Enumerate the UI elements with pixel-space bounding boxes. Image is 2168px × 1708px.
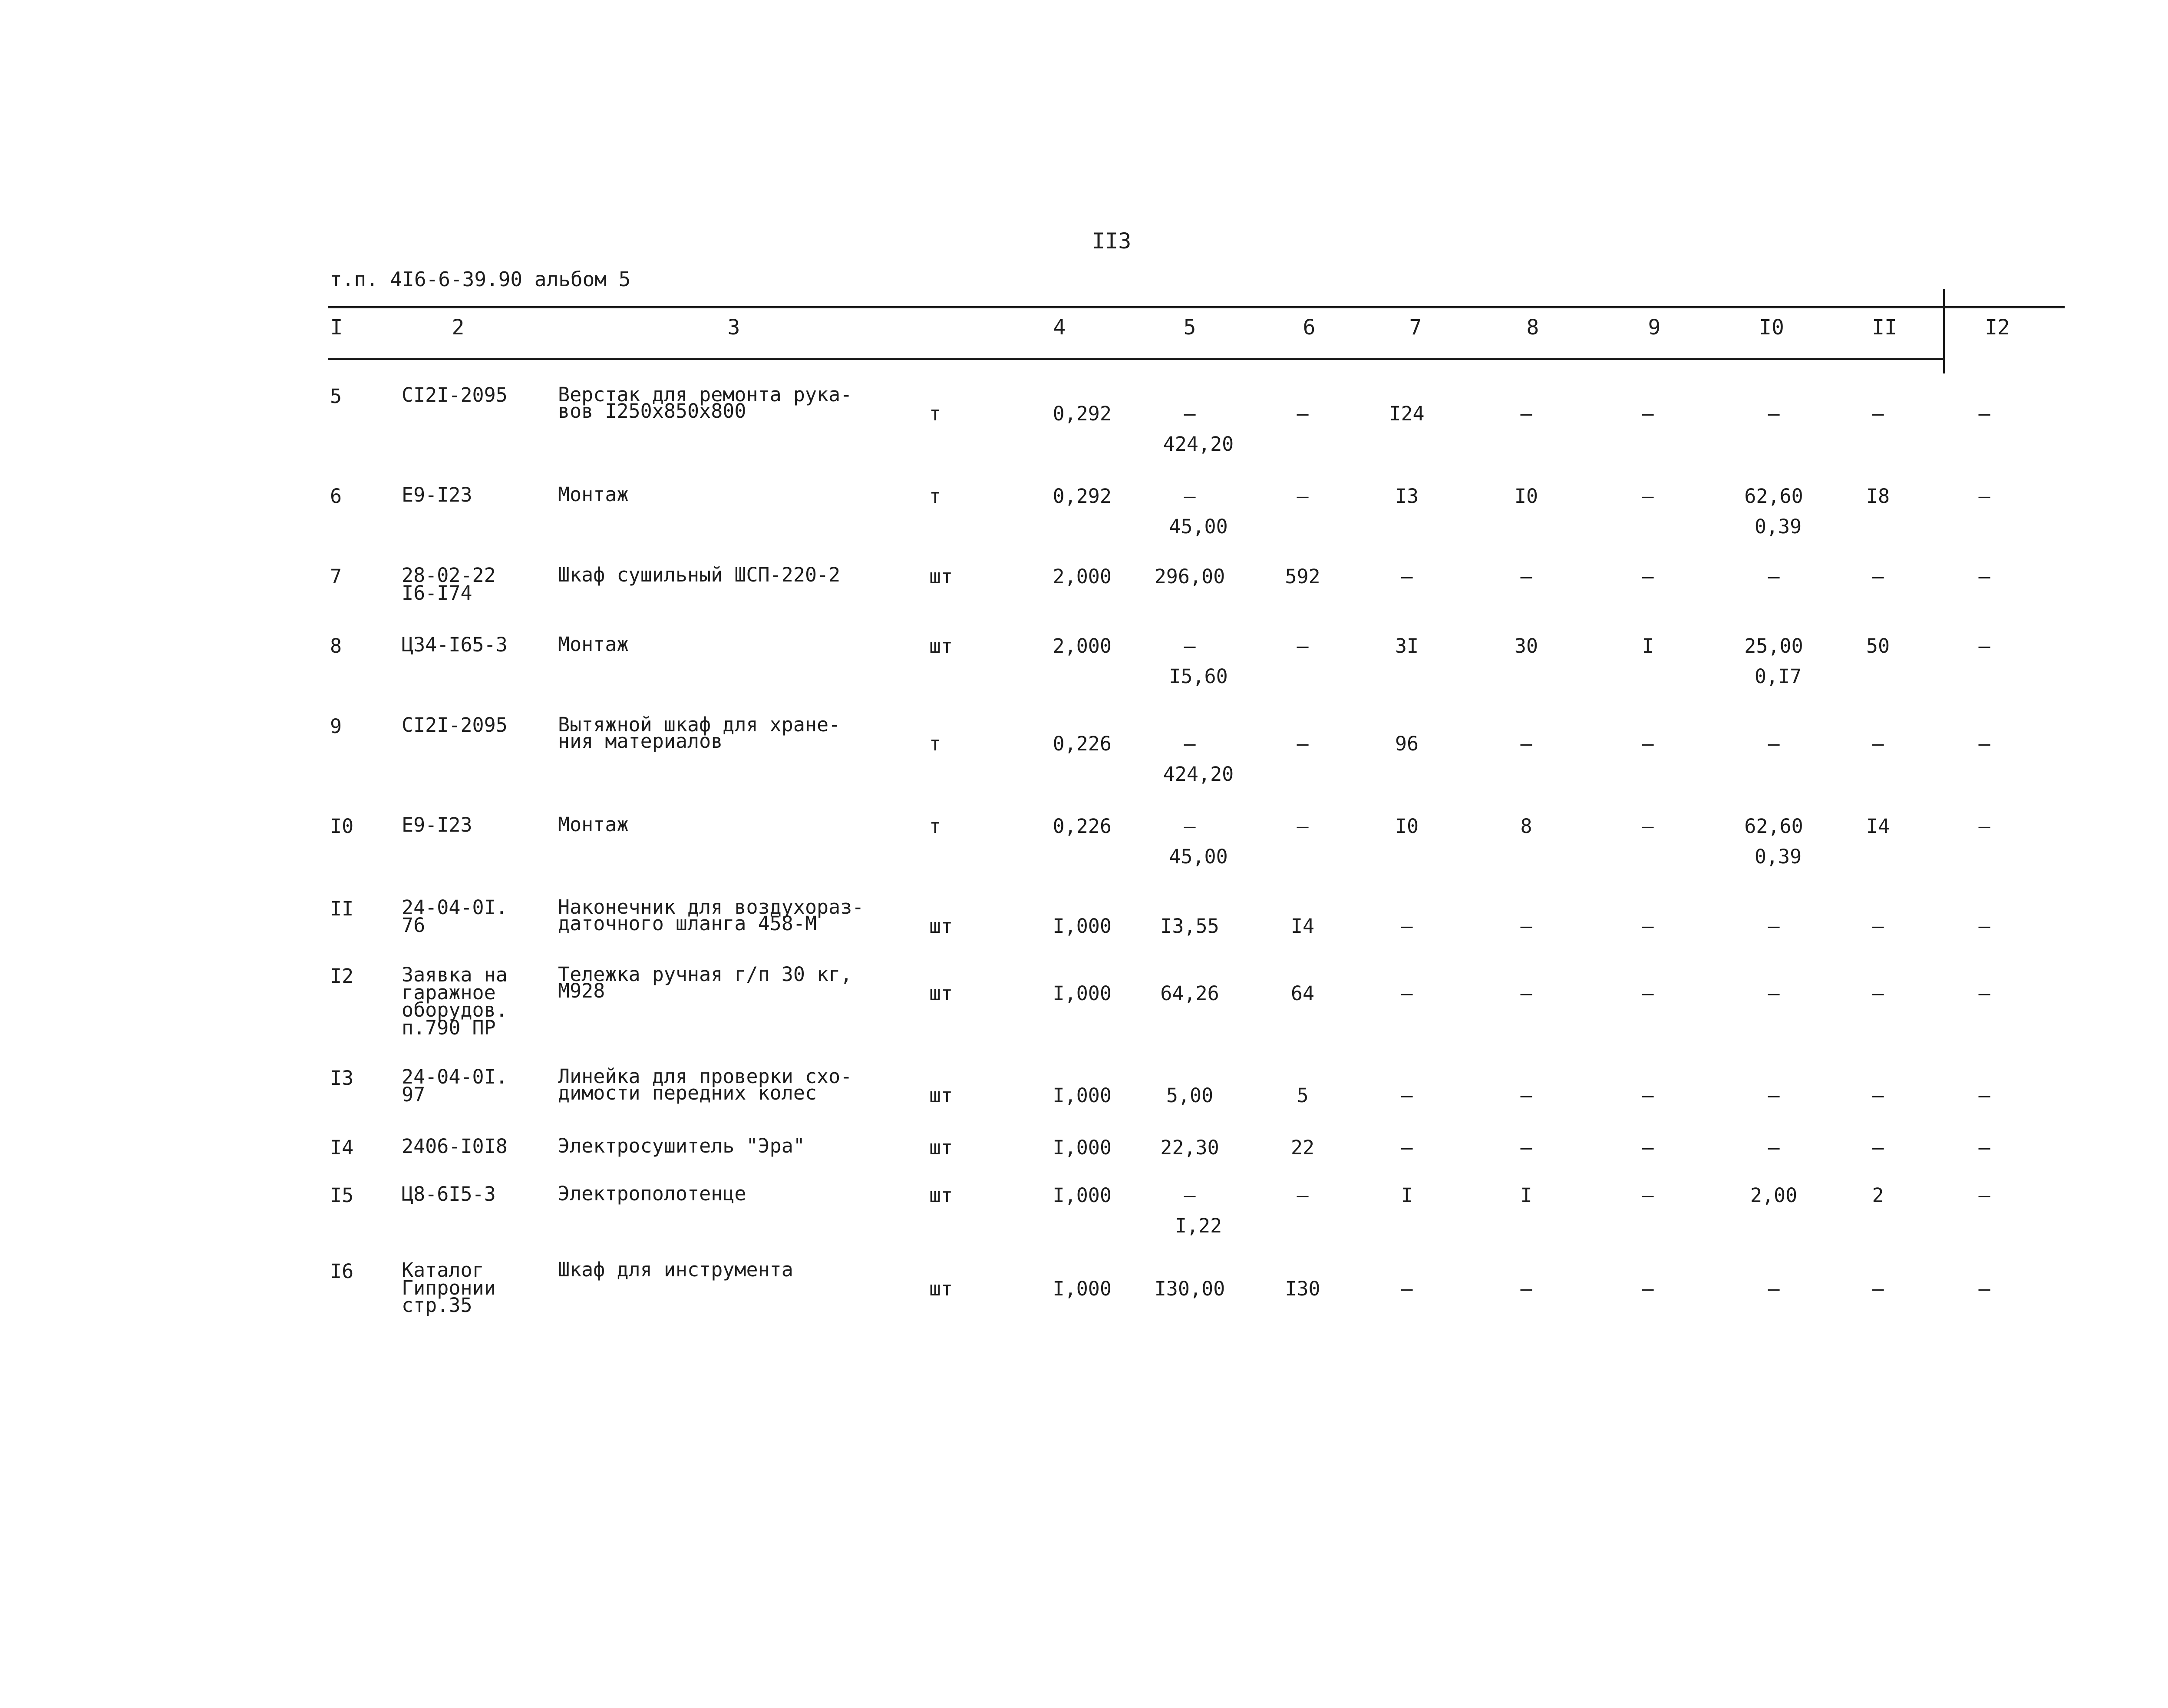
column-7-value: I24 bbox=[1389, 402, 1425, 425]
column-7-value: I3 bbox=[1395, 485, 1419, 508]
column-10-value: – bbox=[1768, 982, 1780, 1005]
norm-code: Е9-I23 bbox=[402, 813, 472, 836]
unit-price-detail: I,22 bbox=[1175, 1214, 1222, 1237]
quantity: 0,226 bbox=[1053, 815, 1112, 838]
unit: шт bbox=[929, 982, 953, 1005]
row-number: I3 bbox=[330, 1067, 354, 1090]
item-name: Шкаф сушильный ШСП-220-2 bbox=[558, 563, 841, 586]
unit: шт bbox=[929, 565, 953, 588]
column-11-value: I8 bbox=[1866, 485, 1890, 508]
unit-price-detail: 45,00 bbox=[1169, 515, 1228, 538]
norm-code: 28-02-22 I6-I74 bbox=[402, 564, 496, 605]
document-reference: т.п. 4I6-6-39.90 альбом 5 bbox=[330, 268, 631, 291]
unit-price: 5,00 bbox=[1166, 1084, 1214, 1107]
column-12-value: – bbox=[1978, 1277, 1990, 1300]
column-header: 4 bbox=[1053, 315, 1066, 340]
norm-code: Каталог Гипронии стр.35 bbox=[402, 1259, 496, 1317]
column-8-value: – bbox=[1520, 732, 1532, 755]
column-10-value: – bbox=[1768, 402, 1780, 425]
total-cost: – bbox=[1297, 634, 1309, 657]
column-11-value: I4 bbox=[1866, 815, 1890, 838]
unit-price: – bbox=[1184, 485, 1196, 508]
column-11-value: – bbox=[1872, 982, 1884, 1005]
unit: шт bbox=[929, 634, 953, 657]
item-name: Тележка ручная г/п 30 кг, М928 bbox=[558, 963, 852, 1003]
unit-price: – bbox=[1184, 732, 1196, 755]
total-cost: 592 bbox=[1285, 565, 1320, 588]
unit-price: 22,30 bbox=[1160, 1136, 1219, 1159]
quantity: I,000 bbox=[1053, 1184, 1112, 1207]
column-header: 7 bbox=[1409, 315, 1422, 340]
column-10-detail: 0,I7 bbox=[1754, 665, 1802, 688]
total-cost: – bbox=[1297, 815, 1309, 838]
column-8-value: – bbox=[1520, 915, 1532, 938]
item-name: Электрополотенце bbox=[558, 1182, 746, 1205]
column-8-value: – bbox=[1520, 1277, 1532, 1300]
column-7-value: – bbox=[1401, 1277, 1413, 1300]
item-name: Верстак для ремонта рука- вов I250x850x800 bbox=[558, 383, 852, 423]
item-name: Монтаж bbox=[558, 813, 629, 836]
quantity: 2,000 bbox=[1053, 634, 1112, 657]
norm-code: Ц8-6I5-3 bbox=[402, 1183, 496, 1206]
column-divider bbox=[1943, 289, 1945, 373]
total-cost: – bbox=[1297, 402, 1309, 425]
column-header: I bbox=[330, 315, 343, 340]
column-header: I2 bbox=[1985, 315, 2010, 340]
unit: т bbox=[929, 485, 941, 508]
column-8-value: 8 bbox=[1520, 815, 1532, 838]
row-number: I5 bbox=[330, 1184, 354, 1207]
norm-code: Заявка на гаражное оборудов. п.790 ПР bbox=[402, 963, 508, 1039]
column-12-value: – bbox=[1978, 732, 1990, 755]
column-12-value: – bbox=[1978, 1184, 1990, 1207]
table-top-rule bbox=[328, 306, 2065, 308]
item-name: Вытяжной шкаф для хране- ния материалов bbox=[558, 713, 841, 753]
row-number: I4 bbox=[330, 1136, 354, 1159]
column-11-value: – bbox=[1872, 565, 1884, 588]
column-header: 3 bbox=[727, 315, 740, 340]
column-8-value: – bbox=[1520, 982, 1532, 1005]
column-9-value: – bbox=[1642, 732, 1654, 755]
column-8-value: – bbox=[1520, 402, 1532, 425]
column-10-value: 62,60 bbox=[1744, 485, 1803, 508]
unit: т bbox=[929, 402, 941, 425]
quantity: 0,226 bbox=[1053, 732, 1112, 755]
column-10-value: – bbox=[1768, 565, 1780, 588]
column-8-value: – bbox=[1520, 565, 1532, 588]
column-11-value: – bbox=[1872, 1277, 1884, 1300]
column-11-value: – bbox=[1872, 915, 1884, 938]
column-8-value: I bbox=[1520, 1184, 1532, 1207]
total-cost: – bbox=[1297, 732, 1309, 755]
item-name: Монтаж bbox=[558, 633, 629, 656]
column-7-value: – bbox=[1401, 1084, 1413, 1107]
row-number: II bbox=[330, 897, 354, 920]
unit-price: 64,26 bbox=[1160, 982, 1219, 1005]
column-header: 6 bbox=[1303, 315, 1316, 340]
column-header: 5 bbox=[1183, 315, 1196, 340]
column-9-value: – bbox=[1642, 485, 1654, 508]
column-10-value: 2,00 bbox=[1750, 1184, 1798, 1207]
column-7-value: 3I bbox=[1395, 634, 1419, 657]
row-number: 7 bbox=[330, 565, 342, 588]
column-11-value: 50 bbox=[1866, 634, 1890, 657]
column-7-value: – bbox=[1401, 565, 1413, 588]
row-number: I0 bbox=[330, 815, 354, 838]
column-10-value: – bbox=[1768, 1084, 1780, 1107]
row-number: 6 bbox=[330, 485, 342, 508]
column-11-value: – bbox=[1872, 732, 1884, 755]
column-9-value: – bbox=[1642, 1136, 1654, 1159]
total-cost: – bbox=[1297, 1184, 1309, 1207]
total-cost: I4 bbox=[1290, 915, 1315, 938]
norm-code: Е9-I23 bbox=[402, 483, 472, 506]
total-cost: – bbox=[1297, 485, 1309, 508]
column-11-value: 2 bbox=[1872, 1184, 1884, 1207]
quantity: I,000 bbox=[1053, 982, 1112, 1005]
column-8-value: 30 bbox=[1514, 634, 1538, 657]
column-10-value: – bbox=[1768, 915, 1780, 938]
unit: т bbox=[929, 815, 941, 838]
column-12-value: – bbox=[1978, 1136, 1990, 1159]
item-name: Электросушитель "Эра" bbox=[558, 1134, 805, 1157]
norm-code: Ц34-I65-3 bbox=[402, 633, 508, 656]
column-8-value: I0 bbox=[1514, 485, 1538, 508]
column-9-value: – bbox=[1642, 1277, 1654, 1300]
unit-price-detail: 424,20 bbox=[1163, 433, 1234, 456]
unit-price: – bbox=[1184, 1184, 1196, 1207]
page-number: II3 bbox=[1092, 228, 1132, 254]
quantity: 0,292 bbox=[1053, 485, 1112, 508]
column-9-value: I bbox=[1642, 634, 1654, 657]
column-header: I0 bbox=[1759, 315, 1784, 340]
unit-price: – bbox=[1184, 815, 1196, 838]
column-10-detail: 0,39 bbox=[1754, 845, 1802, 868]
column-8-value: – bbox=[1520, 1136, 1532, 1159]
quantity: I,000 bbox=[1053, 915, 1112, 938]
column-7-value: – bbox=[1401, 915, 1413, 938]
norm-code: 24-04-0I. 97 bbox=[402, 1065, 508, 1106]
row-number: I6 bbox=[330, 1260, 354, 1283]
column-9-value: – bbox=[1642, 1184, 1654, 1207]
unit-price: – bbox=[1184, 402, 1196, 425]
column-10-detail: 0,39 bbox=[1754, 515, 1802, 538]
column-7-value: I0 bbox=[1395, 815, 1419, 838]
column-12-value: – bbox=[1978, 815, 1990, 838]
column-9-value: – bbox=[1642, 402, 1654, 425]
norm-code: CI2I-2095 bbox=[402, 714, 508, 737]
unit-price-detail: 45,00 bbox=[1169, 845, 1228, 868]
quantity: I,000 bbox=[1053, 1084, 1112, 1107]
column-7-value: – bbox=[1401, 982, 1413, 1005]
unit: шт bbox=[929, 1084, 953, 1107]
column-8-value: – bbox=[1520, 1084, 1532, 1107]
row-number: 5 bbox=[330, 385, 342, 408]
item-name: Монтаж bbox=[558, 483, 629, 506]
row-number: I2 bbox=[330, 965, 354, 988]
total-cost: 22 bbox=[1290, 1136, 1315, 1159]
column-10-value: 62,60 bbox=[1744, 815, 1803, 838]
column-7-value: I bbox=[1401, 1184, 1413, 1207]
column-12-value: – bbox=[1978, 982, 1990, 1005]
column-header: 9 bbox=[1648, 315, 1661, 340]
unit-price: I30,00 bbox=[1154, 1277, 1225, 1300]
column-header: II bbox=[1872, 315, 1897, 340]
column-10-value: – bbox=[1768, 732, 1780, 755]
norm-code: CI2I-2095 bbox=[402, 383, 508, 406]
row-number: 9 bbox=[330, 715, 342, 738]
total-cost: I30 bbox=[1285, 1277, 1320, 1300]
item-name: Шкаф для инструмента bbox=[558, 1258, 793, 1281]
table-header-rule bbox=[328, 358, 1943, 360]
unit: т bbox=[929, 732, 941, 755]
item-name: Линейка для проверки схо- димости передних колес bbox=[558, 1065, 852, 1105]
column-10-value: – bbox=[1768, 1277, 1780, 1300]
unit: шт bbox=[929, 1277, 953, 1300]
column-10-value: – bbox=[1768, 1136, 1780, 1159]
column-12-value: – bbox=[1978, 634, 1990, 657]
column-12-value: – bbox=[1978, 402, 1990, 425]
norm-code: 24-04-0I. 76 bbox=[402, 896, 508, 937]
unit-price-detail: I5,60 bbox=[1169, 665, 1228, 688]
total-cost: 64 bbox=[1290, 982, 1315, 1005]
unit-price-detail: 424,20 bbox=[1163, 763, 1234, 786]
column-9-value: – bbox=[1642, 815, 1654, 838]
norm-code: 2406-I0I8 bbox=[402, 1135, 508, 1158]
unit-price: I3,55 bbox=[1160, 915, 1219, 938]
column-9-value: – bbox=[1642, 1084, 1654, 1107]
column-12-value: – bbox=[1978, 915, 1990, 938]
column-7-value: – bbox=[1401, 1136, 1413, 1159]
column-11-value: – bbox=[1872, 402, 1884, 425]
quantity: 0,292 bbox=[1053, 402, 1112, 425]
column-9-value: – bbox=[1642, 982, 1654, 1005]
quantity: 2,000 bbox=[1053, 565, 1112, 588]
column-9-value: – bbox=[1642, 915, 1654, 938]
column-12-value: – bbox=[1978, 565, 1990, 588]
column-7-value: 96 bbox=[1395, 732, 1419, 755]
column-9-value: – bbox=[1642, 565, 1654, 588]
column-12-value: – bbox=[1978, 485, 1990, 508]
column-header: 2 bbox=[452, 315, 465, 340]
quantity: I,000 bbox=[1053, 1277, 1112, 1300]
total-cost: 5 bbox=[1297, 1084, 1309, 1107]
column-11-value: – bbox=[1872, 1136, 1884, 1159]
unit: шт bbox=[929, 915, 953, 938]
unit: шт bbox=[929, 1136, 953, 1159]
unit: шт bbox=[929, 1184, 953, 1207]
column-11-value: – bbox=[1872, 1084, 1884, 1107]
column-header: 8 bbox=[1526, 315, 1539, 340]
quantity: I,000 bbox=[1053, 1136, 1112, 1159]
unit-price: – bbox=[1184, 634, 1196, 657]
column-12-value: – bbox=[1978, 1084, 1990, 1107]
row-number: 8 bbox=[330, 634, 342, 657]
item-name: Наконечник для воздухораз- даточного шланга 458-М bbox=[558, 895, 864, 935]
column-10-value: 25,00 bbox=[1744, 634, 1803, 657]
unit-price: 296,00 bbox=[1154, 565, 1225, 588]
